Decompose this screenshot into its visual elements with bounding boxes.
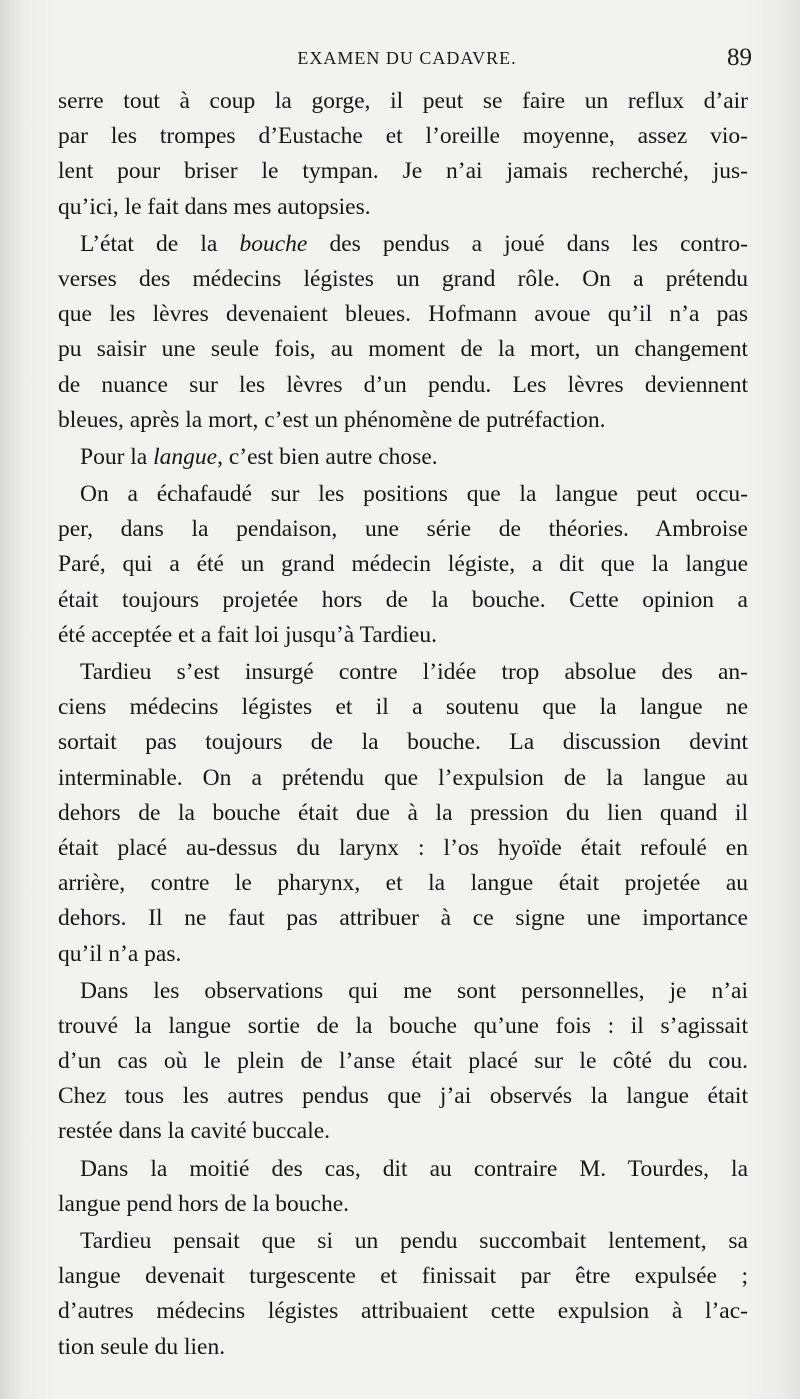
- text-line: [58, 332, 748, 367]
- text-line: [58, 831, 748, 866]
- text-line: [58, 761, 748, 796]
- text-run: lent pour briser le tympan. Je n’ai jamais recherché, jus-: [58, 158, 748, 185]
- text-run: serre tout à coup la gorge, il peut se faire un reflux d’air: [58, 88, 748, 114]
- text-line: [58, 262, 748, 297]
- text-run: dehors de la bouche était due à la pression du lien quand il: [58, 799, 748, 826]
- text-run: Paré, qui a été un grand médecin légiste, a dit que la langue: [58, 551, 748, 578]
- text-line: [58, 119, 748, 154]
- text-line: [58, 403, 748, 438]
- paragraph: [58, 227, 748, 438]
- text-line: [58, 655, 748, 690]
- text-run: des pendus a joué dans les contro-: [307, 230, 748, 257]
- text-run: restée dans la cavité buccale.: [58, 1118, 331, 1145]
- text-run: d’autres médecins légistes attribuaient cette expulsion à l’ac-: [58, 1298, 748, 1325]
- text-line: [58, 547, 748, 582]
- text-line: [58, 1259, 748, 1294]
- text-run: d’un cas où le plein de l’anse était placé sur le côté du cou.: [58, 1048, 748, 1075]
- text-run: de nuance sur les lèvres d’un pendu. Les lèvres deviennent: [58, 371, 748, 398]
- text-line: [58, 154, 748, 189]
- text-line: [58, 1294, 748, 1329]
- text-run: Chez tous les autres pendus que j’ai observés la langue était: [58, 1083, 748, 1110]
- text-line: [58, 583, 748, 618]
- text-line: [58, 866, 748, 901]
- text-run: été acceptée et a fait loi jusqu’à Tardieu.: [58, 621, 437, 648]
- text-run: trouvé la langue sortie de la bouche qu’une fois : il s’agissait: [58, 1012, 748, 1039]
- text-run: arrière, contre le pharynx, et la langue était projetée au: [58, 870, 748, 897]
- text-run: qu’ici, le fait dans mes autopsies.: [58, 193, 371, 220]
- italic-term: bouche: [239, 230, 308, 257]
- text-line: [58, 796, 748, 831]
- page-number: 89: [727, 44, 752, 71]
- text-run: Pour la: [80, 443, 154, 470]
- text-run: bleues, après la mort, c’est un phénomène de putréfaction.: [58, 406, 606, 433]
- running-head: [62, 44, 752, 76]
- running-title: EXAMEN DU CADAVRE.: [297, 48, 517, 68]
- text-run: , c’est bien autre chose.: [217, 443, 438, 470]
- text-line: [58, 1330, 748, 1365]
- text-line: [58, 1114, 748, 1149]
- text-line: [58, 937, 748, 972]
- text-run: Tardieu s’est insurgé contre l’idée trop absolue des an-: [80, 659, 748, 685]
- body-text: [58, 84, 748, 1365]
- text-line: [58, 297, 748, 332]
- paragraph: [58, 477, 748, 653]
- text-run: tion seule du lien.: [58, 1333, 226, 1360]
- text-run: interminable. On a prétendu que l’expulsion de la langue au: [58, 764, 748, 791]
- text-line: [58, 1009, 748, 1044]
- text-run: sortait pas toujours de la bouche. La discussion devint: [58, 729, 748, 756]
- text-run: Tardieu pensait que si un pendu succombait lentement, sa: [80, 1228, 748, 1254]
- text-line: [58, 84, 748, 119]
- text-run: langue devenait turgescente et finissait par être expulsée ;: [58, 1263, 748, 1290]
- text-run: par les trompes d’Eustache et l’oreille moyenne, assez vio-: [58, 123, 748, 150]
- text-line: [58, 440, 748, 475]
- text-run: per, dans la pendaison, une série de théories. Ambroise: [58, 516, 748, 543]
- text-run: pu saisir une seule fois, au moment de la mort, un changement: [58, 336, 748, 363]
- text-run: langue pend hors de la bouche.: [58, 1190, 350, 1217]
- paragraph: [58, 1152, 748, 1222]
- text-line: [58, 1187, 748, 1222]
- text-run: On a échafaudé sur les positions que la langue peut occu-: [80, 481, 748, 508]
- text-run: était toujours projetée hors de la bouche. Cette opinion a: [58, 586, 748, 613]
- text-run: dehors. Il ne faut pas attribuer à ce signe une importance: [58, 905, 748, 932]
- text-line: [58, 1224, 748, 1259]
- text-run: verses des médecins légistes un grand rôle. On a prétendu: [58, 265, 748, 292]
- text-line: [58, 1152, 748, 1187]
- text-line: [58, 618, 748, 653]
- text-line: [58, 1044, 748, 1079]
- italic-term: langue: [153, 443, 218, 470]
- text-run: L’état de la: [80, 230, 240, 257]
- text-line: [58, 974, 748, 1009]
- paragraph: [58, 84, 748, 225]
- text-run: Dans les observations qui me sont personnelles, je n’ai: [80, 977, 748, 1004]
- text-line: [58, 690, 748, 725]
- text-line: [58, 190, 748, 225]
- text-run: que les lèvres devenaient bleues. Hofmann avoue qu’il n’a pas: [58, 301, 748, 328]
- text-line: [58, 477, 748, 512]
- text-line: [58, 901, 748, 936]
- text-line: [58, 725, 748, 760]
- text-run: était placé au-dessus du larynx : l’os hyoïde était refoulé en: [58, 834, 748, 861]
- text-line: [58, 512, 748, 547]
- paragraph: [58, 974, 748, 1150]
- paragraph: [58, 440, 748, 475]
- text-run: qu’il n’a pas.: [58, 940, 182, 967]
- text-run: Dans la moitié des cas, dit au contraire M. Tourdes, la: [80, 1155, 748, 1182]
- text-line: [58, 368, 748, 403]
- paragraph: [58, 1224, 748, 1365]
- text-line: [58, 1079, 748, 1114]
- paragraph: [58, 655, 748, 972]
- text-line: [58, 227, 748, 262]
- text-run: ciens médecins légistes et il a soutenu que la langue ne: [58, 694, 748, 721]
